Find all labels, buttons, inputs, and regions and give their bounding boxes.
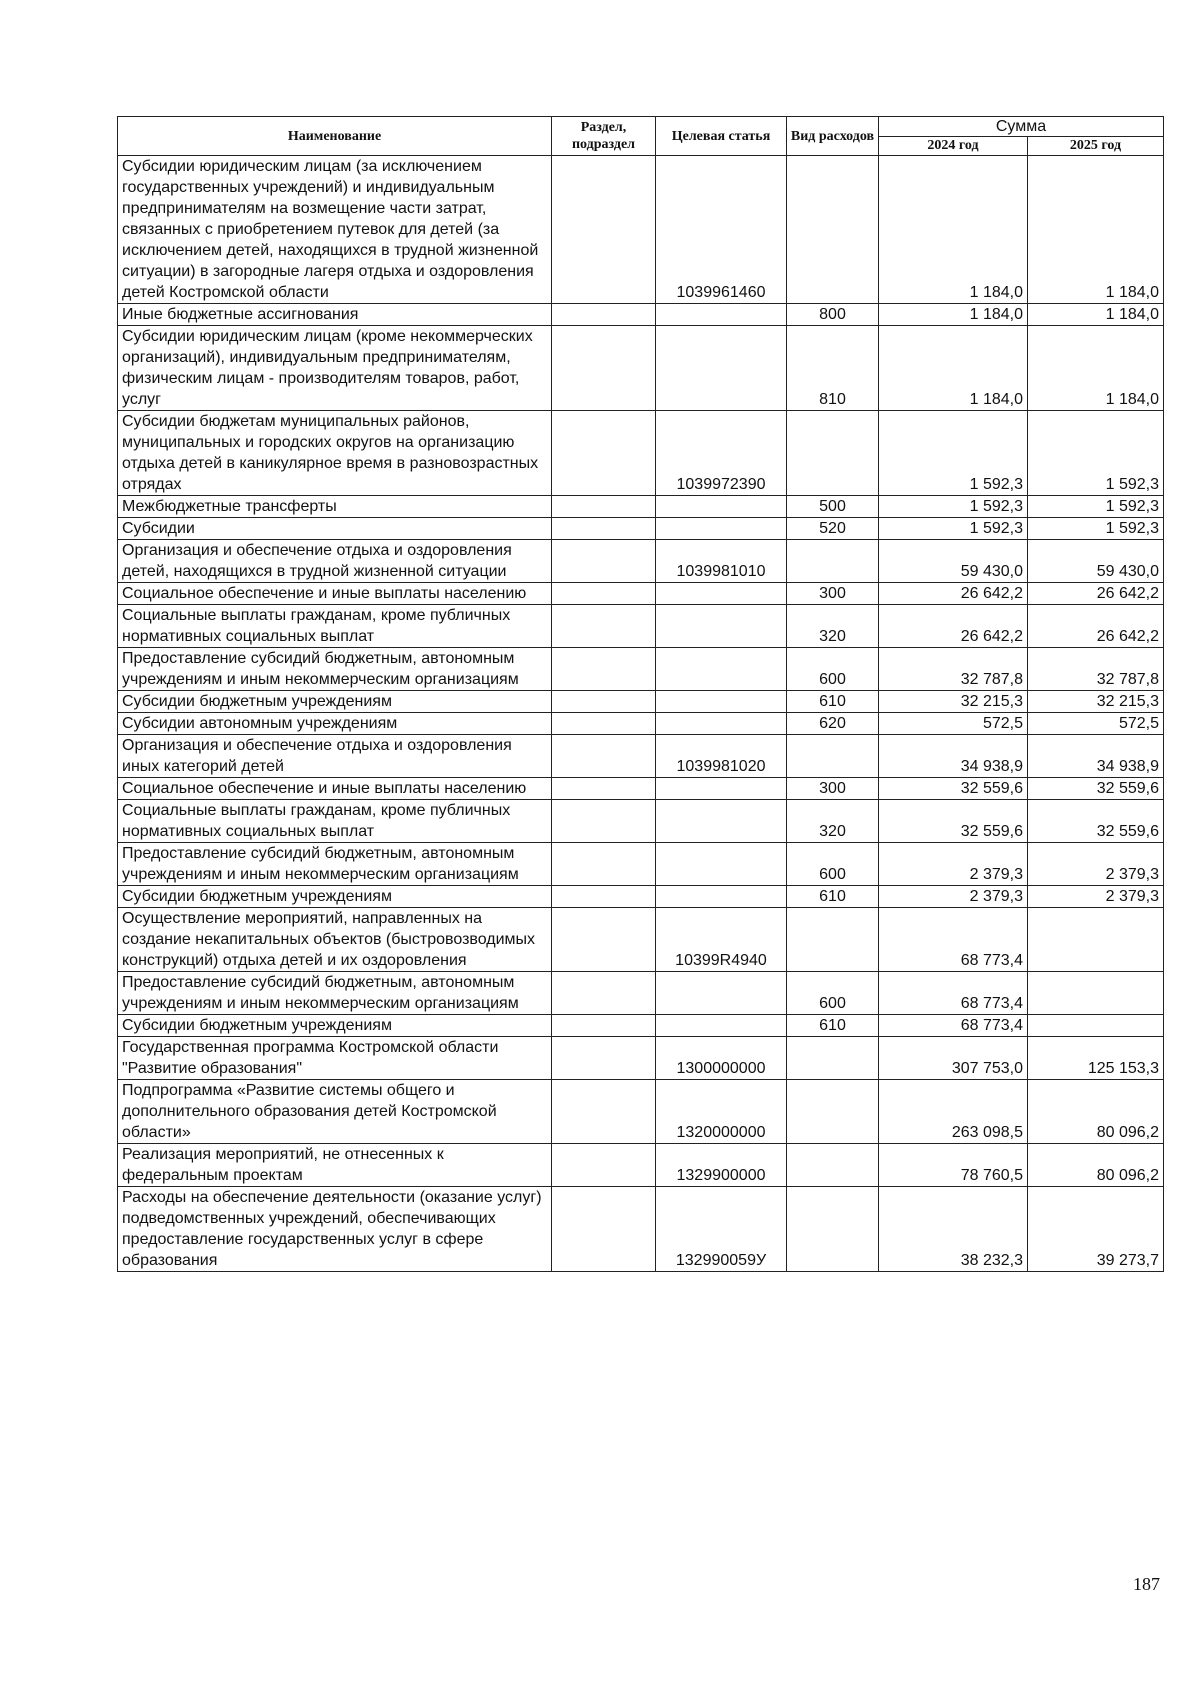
cell-name: Реализация мероприятий, не отнесенных к федеральным проектам <box>118 1144 552 1187</box>
cell-type: 600 <box>787 843 879 886</box>
header-section: Раздел, подраздел <box>552 117 656 156</box>
cell-name: Субсидии бюджетам муниципальных районов, муниципальных и городских округов на организацию отдыха детей в каникулярное время в разновозрастных отрядах <box>118 411 552 496</box>
cell-name: Субсидии бюджетным учреждениям <box>118 1015 552 1037</box>
cell-2024: 32 559,6 <box>879 778 1028 800</box>
cell-type: 610 <box>787 691 879 713</box>
cell-target <box>656 518 787 540</box>
cell-2025: 1 592,3 <box>1028 496 1164 518</box>
cell-type <box>787 411 879 496</box>
cell-2025: 1 184,0 <box>1028 326 1164 411</box>
cell-target <box>656 843 787 886</box>
cell-section <box>552 156 656 304</box>
table-row <box>118 800 1164 843</box>
cell-2024: 1 592,3 <box>879 411 1028 496</box>
cell-target: 1039981020 <box>656 735 787 778</box>
cell-name: Социальное обеспечение и иные выплаты населению <box>118 583 552 605</box>
cell-name: Предоставление субсидий бюджетным, автономным учреждениям и иным некоммерческим организациям <box>118 972 552 1015</box>
table-row <box>118 304 1164 326</box>
cell-2025: 59 430,0 <box>1028 540 1164 583</box>
cell-2024: 68 773,4 <box>879 908 1028 972</box>
cell-name: Осуществление мероприятий, направленных на создание некапитальных объектов (быстровозводимых конструкций) отдыха детей и их оздоровления <box>118 908 552 972</box>
cell-2024: 1 592,3 <box>879 518 1028 540</box>
cell-2024: 2 379,3 <box>879 886 1028 908</box>
cell-2025: 39 273,7 <box>1028 1187 1164 1272</box>
cell-type: 810 <box>787 326 879 411</box>
cell-section <box>552 1037 656 1080</box>
cell-2025: 1 592,3 <box>1028 518 1164 540</box>
cell-name: Субсидии бюджетным учреждениям <box>118 691 552 713</box>
cell-name: Субсидии бюджетным учреждениям <box>118 886 552 908</box>
cell-2025: 80 096,2 <box>1028 1144 1164 1187</box>
cell-type <box>787 1144 879 1187</box>
cell-target <box>656 648 787 691</box>
cell-2024: 68 773,4 <box>879 972 1028 1015</box>
cell-target: 10399R4940 <box>656 908 787 972</box>
cell-section <box>552 605 656 648</box>
table-body <box>118 156 1164 1272</box>
cell-target <box>656 778 787 800</box>
table-row <box>118 778 1164 800</box>
cell-type: 800 <box>787 304 879 326</box>
table-row <box>118 326 1164 411</box>
cell-2025: 1 184,0 <box>1028 156 1164 304</box>
cell-section <box>552 778 656 800</box>
cell-2025: 32 787,8 <box>1028 648 1164 691</box>
cell-type: 300 <box>787 778 879 800</box>
cell-name: Межбюджетные трансферты <box>118 496 552 518</box>
table-row <box>118 605 1164 648</box>
cell-section <box>552 691 656 713</box>
header-target: Целевая статья <box>656 117 787 156</box>
page-number: 187 <box>1133 1574 1160 1594</box>
cell-type: 300 <box>787 583 879 605</box>
cell-type <box>787 735 879 778</box>
cell-2025: 32 215,3 <box>1028 691 1164 713</box>
cell-2025: 32 559,6 <box>1028 778 1164 800</box>
cell-type: 600 <box>787 972 879 1015</box>
cell-target <box>656 972 787 1015</box>
cell-type: 320 <box>787 800 879 843</box>
cell-name: Субсидии юридическим лицам (за исключением государственных учреждений) и индивидуальным предпринимателям на возмещение части затрат, связанных с приобретением путевок для детей (за исключением детей, находящихся в трудной жизненной ситуации) в загородные лагеря отдыха и оздоровления детей Костромской области <box>118 156 552 304</box>
cell-2025: 80 096,2 <box>1028 1080 1164 1144</box>
cell-section <box>552 1015 656 1037</box>
cell-2025: 26 642,2 <box>1028 605 1164 648</box>
cell-target <box>656 691 787 713</box>
cell-target <box>656 496 787 518</box>
cell-type: 610 <box>787 886 879 908</box>
cell-name: Организация и обеспечение отдыха и оздоровления иных категорий детей <box>118 735 552 778</box>
table-row <box>118 843 1164 886</box>
cell-section <box>552 972 656 1015</box>
cell-name: Социальное обеспечение и иные выплаты населению <box>118 778 552 800</box>
cell-2024: 263 098,5 <box>879 1080 1028 1144</box>
cell-2024: 1 592,3 <box>879 496 1028 518</box>
cell-name: Социальные выплаты гражданам, кроме публичных нормативных социальных выплат <box>118 800 552 843</box>
cell-2025: 2 379,3 <box>1028 886 1164 908</box>
cell-type: 500 <box>787 496 879 518</box>
cell-2025: 34 938,9 <box>1028 735 1164 778</box>
table-row <box>118 1015 1164 1037</box>
header-sum: Сумма <box>879 117 1164 137</box>
cell-type: 620 <box>787 713 879 735</box>
cell-name: Субсидии юридическим лицам (кроме некоммерческих организаций), индивидуальным предпринимателям, физическим лицам - производителям товаров, работ, услуг <box>118 326 552 411</box>
cell-2024: 26 642,2 <box>879 583 1028 605</box>
cell-2024: 1 184,0 <box>879 326 1028 411</box>
cell-section <box>552 713 656 735</box>
cell-type <box>787 1187 879 1272</box>
cell-type: 520 <box>787 518 879 540</box>
cell-name: Предоставление субсидий бюджетным, автономным учреждениям и иным некоммерческим организациям <box>118 843 552 886</box>
cell-2025: 2 379,3 <box>1028 843 1164 886</box>
cell-section <box>552 496 656 518</box>
cell-type <box>787 908 879 972</box>
cell-2025: 125 153,3 <box>1028 1037 1164 1080</box>
cell-2025: 1 184,0 <box>1028 304 1164 326</box>
cell-section <box>552 735 656 778</box>
table-row <box>118 648 1164 691</box>
cell-type: 600 <box>787 648 879 691</box>
cell-section <box>552 800 656 843</box>
cell-target <box>656 605 787 648</box>
cell-section <box>552 304 656 326</box>
table-row <box>118 691 1164 713</box>
cell-section <box>552 908 656 972</box>
cell-name: Подпрограмма «Развитие системы общего и дополнительного образования детей Костромской области» <box>118 1080 552 1144</box>
cell-name: Субсидии автономным учреждениям <box>118 713 552 735</box>
cell-2024: 34 938,9 <box>879 735 1028 778</box>
cell-target: 132990059У <box>656 1187 787 1272</box>
cell-target: 1320000000 <box>656 1080 787 1144</box>
cell-target <box>656 800 787 843</box>
cell-section <box>552 886 656 908</box>
cell-target <box>656 583 787 605</box>
cell-type <box>787 540 879 583</box>
cell-2025 <box>1028 972 1164 1015</box>
table-row <box>118 156 1164 304</box>
cell-section <box>552 518 656 540</box>
cell-2025: 1 592,3 <box>1028 411 1164 496</box>
cell-2025 <box>1028 1015 1164 1037</box>
table-row <box>118 713 1164 735</box>
cell-2024: 32 787,8 <box>879 648 1028 691</box>
cell-target <box>656 713 787 735</box>
header-year-2025: 2025 год <box>1028 137 1164 156</box>
cell-name: Организация и обеспечение отдыха и оздоровления детей, находящихся в трудной жизненной ситуации <box>118 540 552 583</box>
header-year-2024: 2024 год <box>879 137 1028 156</box>
cell-target <box>656 886 787 908</box>
table-row <box>118 540 1164 583</box>
cell-2024: 307 753,0 <box>879 1037 1028 1080</box>
cell-2024: 572,5 <box>879 713 1028 735</box>
cell-section <box>552 1187 656 1272</box>
table-row <box>118 1144 1164 1187</box>
cell-section <box>552 411 656 496</box>
table-row <box>118 1187 1164 1272</box>
cell-2024: 59 430,0 <box>879 540 1028 583</box>
table-row <box>118 583 1164 605</box>
cell-target: 1039972390 <box>656 411 787 496</box>
cell-section <box>552 540 656 583</box>
cell-2024: 32 215,3 <box>879 691 1028 713</box>
table-header <box>118 117 1164 156</box>
table-row <box>118 411 1164 496</box>
cell-2024: 78 760,5 <box>879 1144 1028 1187</box>
cell-section <box>552 1144 656 1187</box>
cell-section <box>552 843 656 886</box>
cell-section <box>552 583 656 605</box>
cell-name: Иные бюджетные ассигнования <box>118 304 552 326</box>
cell-type <box>787 156 879 304</box>
cell-target: 1329900000 <box>656 1144 787 1187</box>
cell-2025: 32 559,6 <box>1028 800 1164 843</box>
cell-name: Государственная программа Костромской области "Развитие образования" <box>118 1037 552 1080</box>
cell-section <box>552 1080 656 1144</box>
cell-target <box>656 1015 787 1037</box>
cell-2024: 26 642,2 <box>879 605 1028 648</box>
table-row <box>118 1080 1164 1144</box>
cell-target: 1039961460 <box>656 156 787 304</box>
table-row <box>118 735 1164 778</box>
budget-table <box>117 116 1164 1272</box>
cell-2024: 38 232,3 <box>879 1187 1028 1272</box>
cell-section <box>552 326 656 411</box>
table-row <box>118 886 1164 908</box>
header-name: Наименование <box>118 117 552 156</box>
table-row <box>118 908 1164 972</box>
cell-target <box>656 304 787 326</box>
cell-name: Предоставление субсидий бюджетным, автономным учреждениям и иным некоммерческим организациям <box>118 648 552 691</box>
cell-type: 610 <box>787 1015 879 1037</box>
cell-name: Социальные выплаты гражданам, кроме публичных нормативных социальных выплат <box>118 605 552 648</box>
cell-type <box>787 1080 879 1144</box>
table-row <box>118 1037 1164 1080</box>
table-row <box>118 496 1164 518</box>
cell-name: Расходы на обеспечение деятельности (оказание услуг) подведомственных учреждений, обеспечивающих предоставление государственных услуг в сфере образования <box>118 1187 552 1272</box>
table-row <box>118 518 1164 540</box>
cell-2024: 68 773,4 <box>879 1015 1028 1037</box>
cell-2025 <box>1028 908 1164 972</box>
header-type: Вид расходов <box>787 117 879 156</box>
cell-2025: 572,5 <box>1028 713 1164 735</box>
cell-target <box>656 326 787 411</box>
cell-2024: 1 184,0 <box>879 304 1028 326</box>
cell-2024: 32 559,6 <box>879 800 1028 843</box>
cell-name: Субсидии <box>118 518 552 540</box>
table-row <box>118 972 1164 1015</box>
cell-type <box>787 1037 879 1080</box>
cell-2024: 1 184,0 <box>879 156 1028 304</box>
cell-2024: 2 379,3 <box>879 843 1028 886</box>
cell-section <box>552 648 656 691</box>
cell-target: 1300000000 <box>656 1037 787 1080</box>
cell-type: 320 <box>787 605 879 648</box>
cell-2025: 26 642,2 <box>1028 583 1164 605</box>
cell-target: 1039981010 <box>656 540 787 583</box>
